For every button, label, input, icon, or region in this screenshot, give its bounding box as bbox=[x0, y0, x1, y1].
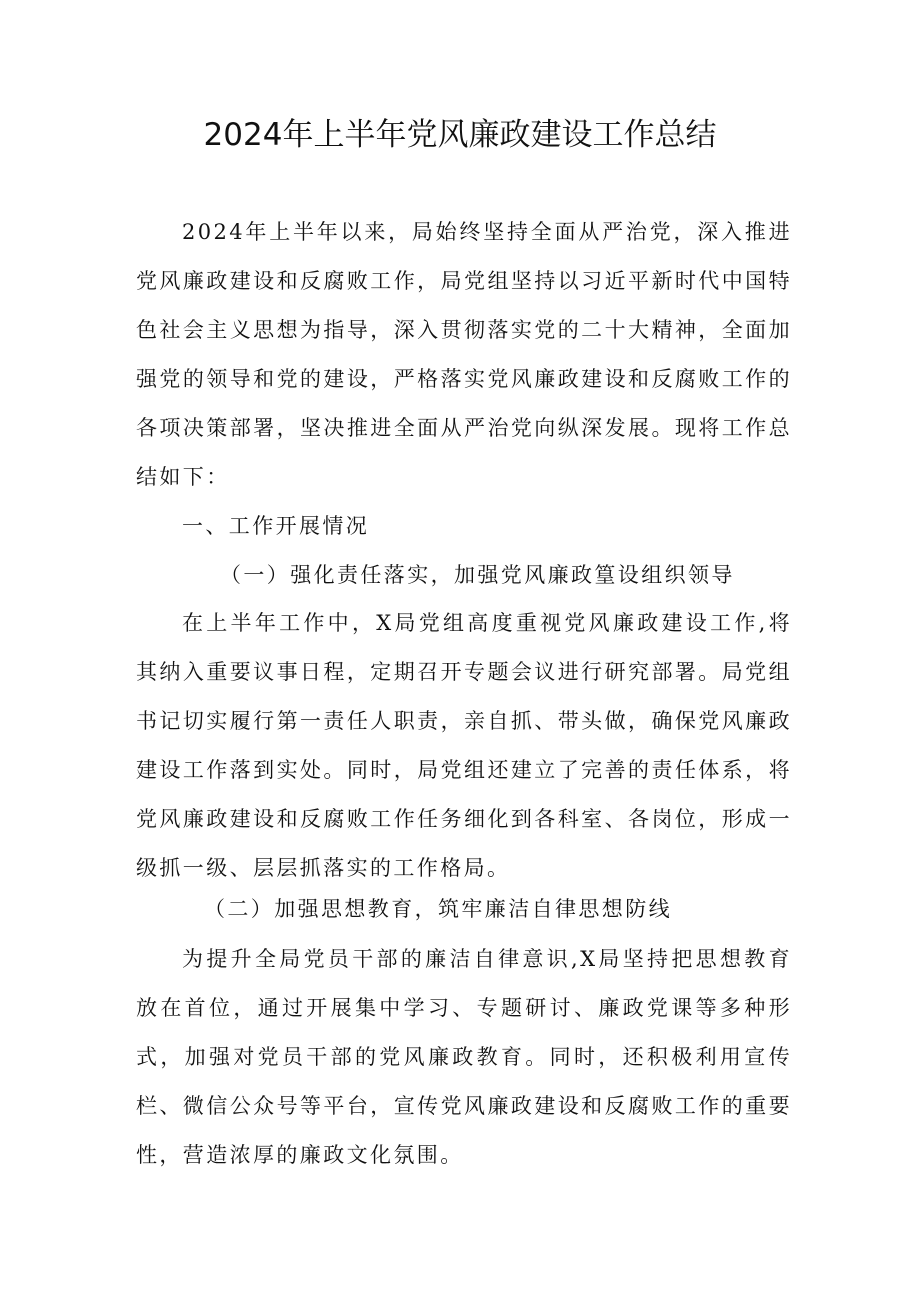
education-paragraph: 为提升全局党员干部的廉洁自律意识,X局坚持把思想教育放在首位，通过开展集中学习、专题研讨、廉政党课等多种形式，加强对党员干部的党风廉政教育。同时，还积极利用宣传栏、微信公众号等平台，宣传党风廉政建设和反腐败工作的重要性，营造浓厚的廉政文化氛围。 bbox=[136, 947, 792, 1167]
section-heading-work-status: 一、工作开展情况 bbox=[182, 514, 370, 538]
responsibility-paragraph: 在上半年工作中，X局党组高度重视党风廉政建设工作,将其纳入重要议事日程，定期召开专题会议进行研究部署。局党组书记切实履行第一责任人职责，亲自抓、带头做，确保党风廉政建设工作落到实处。同时，局党组还建立了完善的责任体系，将党风廉政建设和反腐败工作任务细化到各科室、各岗位，形成一级抓一级、层层抓落实的工作格局。 bbox=[136, 611, 792, 880]
document-title: 2024年上半年党风廉政建设工作总结 bbox=[203, 117, 717, 153]
intro-paragraph: 2024年上半年以来，局始终坚持全面从严治党，深入推进党风廉政建设和反腐败工作，局党组坚持以习近平新时代中国特色社会主义思想为指导，深入贯彻落实党的二十大精神，全面加强党的领导和党的建设，严格落实党风廉政建设和反腐败工作的各项决策部署，坚决推进全面从严治党向纵深发展。现将工作总结如下： bbox=[136, 220, 792, 489]
subsection-heading-responsibility: （一）强化责任落实，加强党风廉政篁设组织领导 bbox=[220, 563, 735, 587]
subsection-heading-education: （二）加强思想教育，筑牢廉洁自律思想防线 bbox=[204, 897, 672, 921]
